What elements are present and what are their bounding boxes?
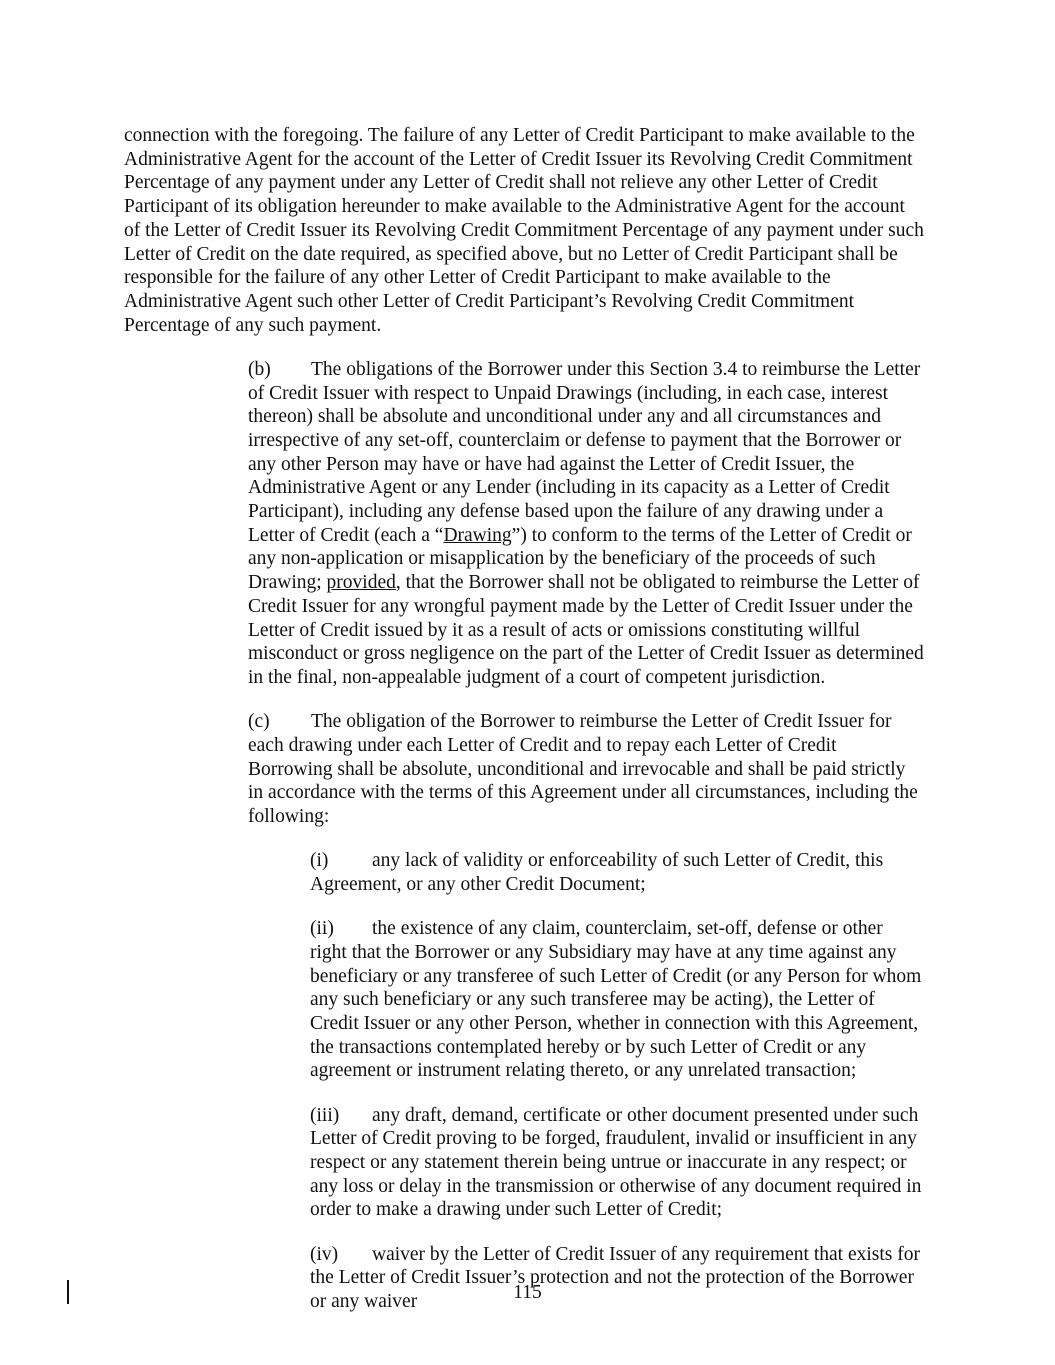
paragraph-number: (i) [310,850,329,872]
paragraph-iii [124,1104,924,1223]
paragraph-text: any draft, demand, certificate or other document presented under such Letter of Credit proving to be forged, fraudulent, invalid or insufficient in any respect or any statement therein being untrue or inaccurate in any respect; or any loss or delay in the transmission or otherwise of any document required in order to make a drawing under such Letter of Credit; [310,1104,922,1221]
paragraph-number: (iv) [310,1243,339,1265]
paragraph-ii [124,917,924,1083]
paragraph-text: any lack of validity or enforceability of such Letter of Credit, this Agreement, or any other Credit Document; [310,850,884,895]
page-number: 115 [513,1282,542,1303]
defined-term-drawing: Drawing [443,524,512,546]
proviso-keyword: provided [326,572,396,594]
paragraph-text: connection with the foregoing. The failure of any Letter of Credit Participant to make available to the Administrative Agent for the account of the Letter of Credit Issuer its Revolving Credit Commitment Percentage of any payment under any Letter of Credit shall not relieve any other Letter of Credit Participant of its obligation hereunder to make available to the Administrative Agent for the account of the Letter of Credit Issuer its Revolving Credit Commitment Percentage of any payment under such Letter of Credit on the date required, as specified above, but no Letter of Credit Participant shall be responsible for the failure of any other Letter of Credit Participant to make available to the Administrative Agent such other Letter of Credit Participant’s Revolving Credit Commitment Percentage of any such payment. [124,125,924,336]
paragraph-number: (iii) [310,1104,340,1126]
document-body [124,124,924,1334]
paragraph-i [124,849,924,896]
paragraph-text: The obligation of the Borrower to reimburse the Letter of Credit Issuer for each drawing under each Letter of Credit and to repay each Letter of Credit Borrowing shall be absolute, unconditional and irrevocable and shall be paid strictly in accordance with the terms of this Agreement under all circumstances, including the following: [248,711,918,827]
paragraph-text: The obligations of the Borrower under this Section 3.4 to reimburse the Letter of Credit Issuer with respect to Unpaid Drawings (including, in each case, interest thereon) shall be absolute and unconditional under any and all circumstances and irrespective of any set-off, counterclaim or defense to payment that the Borrower or any other Person may have or have had against the Letter of Credit Issuer, the Administrative Agent or any Lender (including in its capacity as a Letter of Credit Participant), including any defense based upon the failure of any drawing under a Letter of Credit (each a “ [248,358,921,546]
paragraph-continuation [124,124,924,337]
paragraph-b [124,358,924,690]
paragraph-c [124,710,924,829]
paragraph-text: the existence of any claim, counterclaim, set-off, defense or other right that the Borrower or any Subsidiary may have at any time against any beneficiary or any transferee of such Letter of Credit (or any Person for whom any such beneficiary or any such transferee may be acting), the Letter of Credit Issuer or any other Person, whether in connection with this Agreement, the transactions contemplated hereby or by such Letter of Credit or any agreement or instrument relating thereto, or any unrelated transaction; [310,918,922,1082]
paragraph-number: (b) [248,358,271,380]
paragraph-text: waiver by the Letter of Credit Issuer of any requirement that exists for the Letter of Credit Issuer’s protection and not the protection of the Borrower or any waiver [310,1243,920,1312]
paragraph-text: ”) to conform to the terms of the Letter of Credit or any non-application or misapplication by the beneficiary of the proceeds of such Drawing; [248,524,912,594]
paragraph-text: , that the Borrower shall not be obligated to reimburse the Letter of Credit Issuer for any wrongful payment made by the Letter of Credit Issuer under the Letter of Credit issued by it as a result of acts or omissions constituting willful misconduct or gross negligence on the part of the Letter of Credit Issuer as determined in the final, non-appealable judgment of a court of competent jurisdiction. [248,572,924,688]
paragraph-number: (c) [248,711,270,733]
paragraph-number: (ii) [310,918,334,940]
